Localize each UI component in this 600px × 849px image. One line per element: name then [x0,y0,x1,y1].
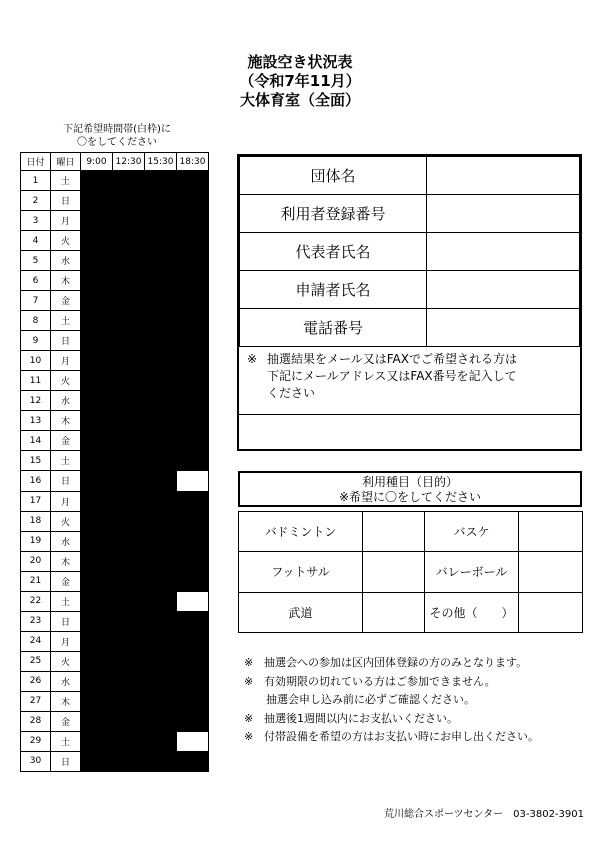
note-text: 有効期限の切れている方はご参加できません。 [264,674,496,688]
slot-unavailable [113,731,145,751]
slot-unavailable [113,231,145,251]
field-label-phone: 電話番号 [240,309,427,347]
slot-unavailable [81,451,113,471]
day-number: 27 [21,691,51,711]
slot-unavailable [113,691,145,711]
slot-unavailable [81,651,113,671]
slot-unavailable [81,751,113,771]
slot-unavailable [113,551,145,571]
note-line-1: 抽選結果をメール又はFAXでご希望される方は [267,352,517,366]
weekday: 火 [51,651,81,671]
slot-unavailable [177,171,209,191]
weekday: 木 [51,691,81,711]
weekday: 日 [51,751,81,771]
note-line-2: 下記にメールアドレス又はFAX番号を記入して [267,369,517,383]
slot-unavailable [113,171,145,191]
schedule-row [21,171,209,191]
slot-unavailable [145,651,177,671]
schedule-row [21,591,209,611]
slot-unavailable [177,511,209,531]
schedule-row [21,231,209,251]
slot-unavailable [81,191,113,211]
slot-unavailable [113,331,145,351]
slot-unavailable [81,411,113,431]
instruction-line-1: 下記希望時間帯(白枠)に [63,124,171,135]
weekday: 月 [51,351,81,371]
weekday: 土 [51,311,81,331]
slot-unavailable [145,431,177,451]
slot-unavailable [177,311,209,331]
weekday: 火 [51,371,81,391]
slot-unavailable [177,191,209,211]
slot-unavailable [145,491,177,511]
slot-unavailable [81,331,113,351]
day-number: 25 [21,651,51,671]
slot-unavailable [145,731,177,751]
usage-label-volleyball: バレーボール [425,552,519,592]
weekday: 金 [51,711,81,731]
schedule-row [21,631,209,651]
slot-unavailable [145,371,177,391]
schedule-row [21,331,209,351]
slot-unavailable [177,671,209,691]
header-slot-2: 12:30 [113,153,145,171]
slot-unavailable [145,271,177,291]
day-number: 3 [21,211,51,231]
slot-unavailable [177,451,209,471]
slot-available[interactable] [177,731,209,751]
slot-unavailable [113,611,145,631]
slot-unavailable [81,271,113,291]
slot-unavailable [145,471,177,491]
weekday: 月 [51,211,81,231]
slot-unavailable [113,571,145,591]
weekday: 水 [51,391,81,411]
slot-available[interactable] [177,471,209,491]
slot-unavailable [113,651,145,671]
usage-check-martial-arts[interactable] [363,592,425,632]
schedule-table [20,152,209,772]
slot-unavailable [81,471,113,491]
slot-available[interactable] [177,591,209,611]
slot-unavailable [177,571,209,591]
schedule-row [21,311,209,331]
slot-unavailable [113,451,145,471]
slot-unavailable [177,551,209,571]
day-number: 5 [21,251,51,271]
usage-header [238,471,582,507]
slot-unavailable [177,491,209,511]
slot-unavailable [145,311,177,331]
weekday: 金 [51,291,81,311]
day-number: 15 [21,451,51,471]
slot-unavailable [145,331,177,351]
slot-unavailable [177,411,209,431]
slot-unavailable [145,231,177,251]
day-number: 22 [21,591,51,611]
slot-unavailable [145,631,177,651]
note-mark: ※ [244,730,254,744]
header-weekday: 曜日 [51,153,81,171]
schedule-row [21,651,209,671]
field-input-phone[interactable] [427,309,580,347]
slot-unavailable [145,411,177,431]
slot-unavailable [113,751,145,771]
slot-unavailable [81,571,113,591]
note-text: 付帯設備を希望の方はお支払い時にお申し出ください。 [264,730,539,744]
weekday: 水 [51,251,81,271]
title-facility-availability: 施設空き状況表 [247,53,353,71]
note-item [244,728,539,747]
slot-unavailable [145,571,177,591]
slot-unavailable [81,731,113,751]
day-number: 14 [21,431,51,451]
day-number: 28 [21,711,51,731]
slot-unavailable [145,171,177,191]
weekday: 土 [51,451,81,471]
slot-unavailable [113,511,145,531]
weekday: 水 [51,671,81,691]
usage-label-badminton: バドミントン [239,512,363,552]
field-input-applicant[interactable] [427,271,580,309]
usage-check-volleyball[interactable] [519,552,583,592]
weekday: 日 [51,471,81,491]
slot-unavailable [145,751,177,771]
slot-unavailable [81,711,113,731]
schedule-row [21,351,209,371]
slot-unavailable [145,351,177,371]
schedule-row [21,531,209,551]
contact-input[interactable] [239,415,580,451]
schedule-row [21,191,209,211]
schedule-row [21,371,209,391]
slot-unavailable [113,491,145,511]
weekday: 土 [51,591,81,611]
usage-check-badminton[interactable] [363,512,425,552]
schedule-row [21,391,209,411]
slot-unavailable [113,711,145,731]
slot-unavailable [81,591,113,611]
slot-unavailable [81,611,113,631]
day-number: 23 [21,611,51,631]
day-number: 30 [21,751,51,771]
note-text: 抽選後1週間以内にお支払いください。 [264,711,458,725]
weekday: 日 [51,611,81,631]
schedule-row [21,491,209,511]
note-item [244,710,539,729]
slot-unavailable [113,191,145,211]
slot-unavailable [81,431,113,451]
slot-unavailable [177,751,209,771]
day-number: 4 [21,231,51,251]
slot-unavailable [81,371,113,391]
day-number: 21 [21,571,51,591]
field-label-representative: 代表者氏名 [240,233,427,271]
day-number: 10 [21,351,51,371]
note-mark: ※ [244,656,254,669]
slot-unavailable [113,591,145,611]
usage-header-instruction: ※希望に〇をしてください [338,490,482,504]
day-number: 24 [21,631,51,651]
slot-unavailable [177,351,209,371]
slot-unavailable [145,611,177,631]
slot-unavailable [145,391,177,411]
header-slot-1: 9:00 [81,153,113,171]
slot-unavailable [145,511,177,531]
note-item [244,673,539,692]
day-number: 7 [21,291,51,311]
slot-unavailable [145,551,177,571]
slot-unavailable [177,611,209,631]
slot-unavailable [145,191,177,211]
slot-unavailable [145,711,177,731]
weekday: 水 [51,531,81,551]
slot-unavailable [177,431,209,451]
slot-unavailable [113,211,145,231]
slot-unavailable [81,671,113,691]
slot-unavailable [81,311,113,331]
slot-unavailable [81,171,113,191]
schedule-row [21,451,209,471]
weekday: 土 [51,731,81,751]
weekday: 火 [51,231,81,251]
weekday: 火 [51,511,81,531]
slot-unavailable [113,311,145,331]
slot-unavailable [113,251,145,271]
weekday: 金 [51,431,81,451]
slot-unavailable [81,511,113,531]
schedule-row [21,211,209,231]
field-input-group-name[interactable] [427,157,580,195]
weekday: 日 [51,331,81,351]
field-input-registration-number[interactable] [427,195,580,233]
header-slot-3: 15:30 [145,153,177,171]
schedule-row [21,751,209,771]
slot-unavailable [113,391,145,411]
slot-unavailable [177,271,209,291]
applicant-info-form [237,154,582,451]
slot-unavailable [145,291,177,311]
slot-unavailable [81,631,113,651]
slot-unavailable [81,391,113,411]
slot-unavailable [177,331,209,351]
slot-unavailable [177,531,209,551]
weekday: 土 [51,171,81,191]
slot-unavailable [113,431,145,451]
weekday: 木 [51,551,81,571]
slot-unavailable [145,671,177,691]
contact-note [239,347,580,415]
slot-unavailable [145,451,177,471]
usage-label-futsal: フットサル [239,552,363,592]
slot-unavailable [81,551,113,571]
usage-check-basketball[interactable] [519,512,583,552]
day-number: 29 [21,731,51,751]
slot-unavailable [177,691,209,711]
day-number: 13 [21,411,51,431]
day-number: 20 [21,551,51,571]
schedule-row [21,511,209,531]
schedule-row [21,471,209,491]
field-input-representative[interactable] [427,233,580,271]
day-number: 8 [21,311,51,331]
day-number: 11 [21,371,51,391]
slot-unavailable [81,291,113,311]
schedule-row [21,551,209,571]
slot-unavailable [145,531,177,551]
slot-unavailable [145,251,177,271]
schedule-row [21,291,209,311]
note-text: 抽選会への参加は区内団体登録の方のみとなります。 [264,656,528,669]
day-number: 6 [21,271,51,291]
slot-unavailable [113,351,145,371]
instruction-line-2: 〇をしてください [77,137,157,148]
schedule-row [21,711,209,731]
slot-unavailable [113,411,145,431]
usage-type-section [238,471,582,633]
usage-label-basketball: バスケ [425,512,519,552]
usage-label-martial-arts: 武道 [239,592,363,632]
slot-unavailable [177,291,209,311]
field-label-group-name: 団体名 [240,157,427,195]
slot-unavailable [81,231,113,251]
notes-list [244,654,539,747]
slot-unavailable [113,271,145,291]
day-number: 9 [21,331,51,351]
slot-unavailable [81,531,113,551]
usage-check-futsal[interactable] [363,552,425,592]
slot-unavailable [177,391,209,411]
header-slot-4: 18:30 [177,153,209,171]
schedule-row [21,731,209,751]
field-label-registration-number: 利用者登録番号 [240,195,427,233]
schedule-row [21,431,209,451]
weekday: 日 [51,191,81,211]
weekday: 金 [51,571,81,591]
slot-unavailable [81,211,113,231]
day-number: 2 [21,191,51,211]
field-label-applicant: 申請者氏名 [240,271,427,309]
note-mark: ※ [244,711,254,725]
day-number: 16 [21,471,51,491]
slot-unavailable [177,251,209,271]
day-number: 1 [21,171,51,191]
schedule-row [21,691,209,711]
slot-unavailable [177,711,209,731]
slot-unavailable [113,531,145,551]
slot-unavailable [177,371,209,391]
slot-unavailable [81,491,113,511]
slot-unavailable [113,671,145,691]
schedule-row [21,251,209,271]
schedule-row [21,411,209,431]
title-room: 大体育室（全面） [239,91,360,109]
slot-unavailable [145,591,177,611]
usage-table [238,511,583,633]
schedule-row [21,671,209,691]
slot-unavailable [113,371,145,391]
slot-unavailable [145,691,177,711]
usage-label-other: その他（ ） [425,592,519,632]
slot-unavailable [177,631,209,651]
slot-unavailable [81,251,113,271]
weekday: 月 [51,491,81,511]
day-number: 17 [21,491,51,511]
note-mark: ※ [247,352,258,366]
usage-check-other[interactable] [519,592,583,632]
weekday: 月 [51,631,81,651]
slot-unavailable [113,471,145,491]
weekday: 木 [51,271,81,291]
footer-contact: 荒川総合スポーツセンター 03-3802-3901 [383,809,584,820]
slot-unavailable [113,631,145,651]
day-number: 18 [21,511,51,531]
weekday: 木 [51,411,81,431]
schedule-row [21,571,209,591]
slot-unavailable [145,211,177,231]
slot-unavailable [81,691,113,711]
schedule-header-row [21,153,209,171]
slot-unavailable [113,291,145,311]
slot-unavailable [177,231,209,251]
day-number: 26 [21,671,51,691]
note-item [244,654,539,673]
slot-unavailable [177,651,209,671]
schedule-row [21,611,209,631]
slot-unavailable [177,211,209,231]
slot-unavailable [81,351,113,371]
schedule-row [21,271,209,291]
day-number: 19 [21,531,51,551]
day-number: 12 [21,391,51,411]
note-item-continuation: 抽選会申し込み前に必ずご確認ください。 [266,693,475,707]
note-mark: ※ [244,674,254,688]
note-line-3: ください [267,386,316,400]
usage-header-title: 利用種目（目的） [361,475,458,489]
header-date: 日付 [21,153,51,171]
title-month: （令和7年11月） [239,72,361,90]
